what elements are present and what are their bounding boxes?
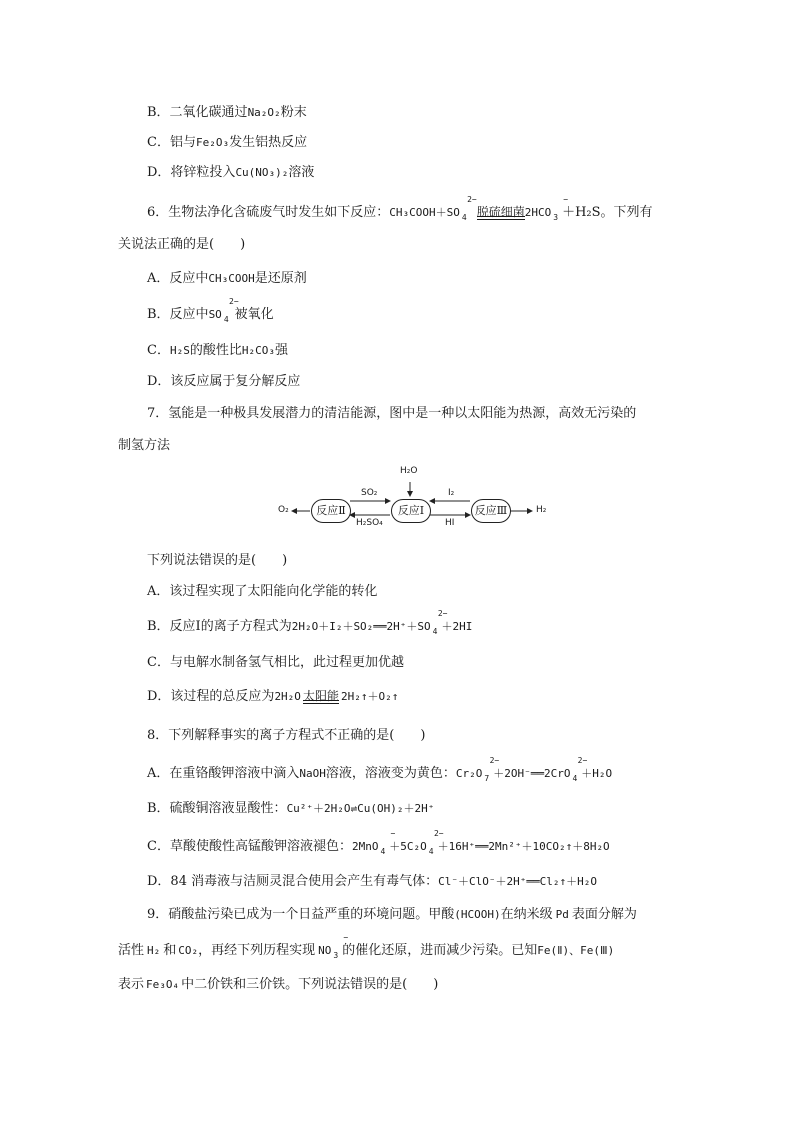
option-text: A．反应中 — [147, 271, 209, 286]
permanganate-subscript — [378, 829, 396, 861]
hydrogen-production-diagram — [270, 460, 570, 540]
q7-ask — [147, 552, 287, 570]
h2o-label: H₂O — [400, 466, 418, 476]
sulfate-subscript — [460, 195, 477, 227]
chem-equation: 2MnO — [351, 840, 379, 853]
ion-charge: 2− — [433, 829, 444, 838]
option-text: D．将锌粒投入 — [147, 165, 236, 180]
option-text: 溶液 — [288, 165, 315, 180]
option-text: C．铝与 — [147, 135, 196, 150]
chem-formula: Fe(Ⅱ)、Fe(Ⅲ) — [537, 944, 615, 957]
question-text: 硝酸盐污染已成为一个日益严重的环境问题。甲酸 — [168, 907, 455, 922]
q8-stem — [147, 727, 425, 745]
question-text: 下列解释事实的离子方程式不正确的是( ) — [168, 728, 426, 743]
chem-formula: NO — [318, 944, 332, 957]
question-text: 在纳米级 — [500, 907, 553, 922]
chem-equation: ＋H₂O — [581, 767, 613, 780]
oxalate-subscript — [427, 829, 444, 861]
option-text: C． — [147, 343, 170, 358]
question-text: ＋H₂S。下列有 — [562, 205, 653, 220]
option-text: B．硫酸铜溶液显酸性： — [147, 801, 287, 816]
chem-formula: SO — [208, 308, 222, 321]
chem-formula: Na₂O₂ — [247, 106, 281, 119]
question-text: 和 — [163, 943, 177, 958]
q5-option-d — [147, 164, 314, 182]
chem-equation: ＋16H⁺══2Mn²⁺＋10CO₂↑＋8H₂O — [437, 840, 610, 853]
ion-index: 4 — [380, 847, 386, 856]
ion-index: 3 — [333, 951, 339, 960]
chem-equation: ＋2OH⁻══2CrO — [493, 767, 571, 780]
chem-formula: CH₃COOH — [208, 272, 255, 285]
chem-formula: H₂CO₃ — [241, 344, 275, 357]
option-text: B．反应中 — [147, 307, 209, 322]
chem-equation: 2HCO — [524, 206, 552, 219]
q7-option-c — [147, 654, 404, 672]
ion-charge: − — [343, 933, 349, 942]
chem-formula: Fe₃O₄ — [146, 978, 180, 991]
condition-label: 脱硫细菌 — [476, 205, 525, 219]
ion-index: 4 — [572, 774, 578, 783]
ion-charge: 2− — [577, 756, 588, 765]
q6-option-c — [147, 342, 288, 360]
option-text: 粉末 — [280, 105, 307, 120]
q7-option-b — [147, 609, 473, 641]
ion-index: 4 — [432, 627, 438, 636]
option-text: A．该过程实现了太阳能向化学能的转化 — [147, 584, 378, 599]
ion-index: 7 — [484, 774, 490, 783]
option-text: D．该反应属于复分解反应 — [147, 374, 301, 389]
q7-stem-line2 — [118, 437, 170, 455]
chem-equation: 2H₂↑＋O₂↑ — [340, 690, 399, 703]
sulfate-subscript — [431, 609, 448, 641]
dichromate-subscript — [482, 756, 500, 788]
question-text: 关说法正确的是( ) — [118, 237, 246, 252]
q7-option-a — [147, 583, 377, 601]
chem-formula: (HCOOH) — [454, 908, 501, 921]
q9-stem-line2 — [118, 933, 615, 965]
chem-formula: H₂ — [147, 944, 161, 957]
nitrate-subscript — [331, 933, 349, 965]
reaction-1-node: 反应Ⅰ — [391, 499, 431, 523]
ion-index: 4 — [461, 213, 467, 222]
option-text: 是还原剂 — [254, 271, 307, 286]
q6-stem-line2 — [118, 236, 245, 254]
chem-formula: H₂S — [169, 344, 190, 357]
o2-label: O₂ — [278, 505, 289, 515]
q7-stem-line1 — [147, 405, 636, 423]
chem-equation: ＋2HI — [441, 620, 473, 633]
question-number: 6． — [147, 205, 169, 220]
option-text: 强 — [274, 343, 288, 358]
option-text: D．84 消毒液与洁厕灵混合使用会产生有毒气体： — [147, 874, 439, 889]
q8-option-b — [147, 800, 434, 818]
ion-index: 4 — [428, 847, 434, 856]
chem-formula: NaOH — [299, 767, 326, 780]
reaction-condition — [477, 206, 525, 220]
q6-option-b — [147, 297, 274, 329]
q5-option-b — [147, 104, 307, 122]
option-text: B．反应Ⅰ的离子方程式为 — [147, 619, 292, 634]
q6-option-d — [147, 373, 300, 391]
q8-option-c — [147, 829, 610, 861]
option-text: A．在重铬酸钾溶液中滴入 — [147, 766, 300, 781]
reaction-2-node: 反应Ⅱ — [311, 499, 351, 523]
option-text: 发生铝热反应 — [229, 135, 308, 150]
option-text: D．该过程的总反应为 — [147, 689, 275, 704]
question-number: 9． — [147, 907, 169, 922]
condition-label: 太阳能 — [302, 689, 339, 703]
chem-equation: Cl⁻＋ClO⁻＋2H⁺══Cl₂↑＋H₂O — [438, 875, 597, 888]
question-text: 的催化还原，进而减少污染。已知 — [342, 943, 538, 958]
q9-stem-line1 — [147, 906, 637, 924]
question-text: 制氢方法 — [118, 438, 171, 453]
ion-index: 3 — [553, 213, 559, 222]
h2so4-label: H₂SO₄ — [356, 518, 383, 528]
option-text: 溶液，溶液变为黄色： — [325, 766, 456, 781]
q5-option-c — [147, 134, 307, 152]
chem-formula: 2H₂O — [274, 690, 301, 703]
q9-stem-line3 — [118, 976, 438, 994]
question-number: 8． — [147, 728, 169, 743]
question-text: 活性 — [118, 943, 145, 958]
question-text: ，再经下列历程实现 — [198, 943, 316, 958]
chem-equation: Cr₂O — [455, 767, 483, 780]
hi-label: HI — [445, 518, 455, 528]
question-text: 生物法净化含硫废气时发生如下反应： — [168, 205, 390, 220]
i2-label: I₂ — [448, 488, 455, 498]
sulfate-subscript — [222, 297, 239, 329]
chem-equation: CH₃COOH＋SO — [389, 206, 460, 219]
option-text: C．草酸使酸性高锰酸钾溶液褪色： — [147, 839, 352, 854]
chromate-subscript — [570, 756, 588, 788]
question-number: 7． — [147, 406, 169, 421]
bicarbonate-subscript — [551, 195, 569, 227]
question-text: 中二价铁和三价铁。下列说法错误的是( ) — [181, 977, 439, 992]
question-text: 氢能是一种极具发展潜力的清洁能源，图中是一种以太阳能为热源，高效无污染的 — [168, 406, 637, 421]
ion-charge: 2− — [489, 756, 500, 765]
ion-charge: 2− — [437, 609, 448, 618]
ion-charge: 2− — [229, 297, 239, 306]
option-text: 的酸性比 — [189, 343, 242, 358]
chem-formula: Pd — [555, 908, 569, 921]
q8-option-a — [147, 756, 613, 788]
option-text: 被氧化 — [234, 307, 274, 322]
chem-formula: CO₂ — [178, 944, 199, 957]
reaction-condition — [303, 690, 339, 704]
q6-option-a — [147, 270, 307, 288]
so2-label: SO₂ — [361, 488, 378, 498]
chem-formula: Cu(NO₃)₂ — [235, 166, 289, 179]
q7-option-d — [147, 688, 398, 706]
question-text: 下列说法错误的是( ) — [147, 553, 288, 568]
q6-stem-line1 — [147, 195, 653, 227]
option-text: B．二氧化碳通过 — [147, 105, 248, 120]
chem-formula: Fe₂O₃ — [195, 136, 230, 149]
option-text: C．与电解水制备氢气相比，此过程更加优越 — [147, 655, 404, 670]
chem-equation: ＋5C₂O — [389, 840, 427, 853]
chem-equation: 2H₂O＋I₂＋SO₂══2H⁺＋SO — [291, 620, 431, 633]
reaction-3-node: 反应Ⅲ — [471, 499, 511, 523]
h2-label: H₂ — [536, 505, 547, 515]
ion-index: 4 — [223, 315, 229, 324]
ion-charge: − — [390, 829, 396, 838]
ion-charge: 2− — [467, 195, 477, 204]
question-text: 表面分解为 — [571, 907, 637, 922]
q8-option-d — [147, 873, 597, 891]
ion-charge: − — [563, 195, 569, 204]
question-text: 表示 — [118, 977, 145, 992]
chem-equation: Cu²⁺＋2H₂O⇌Cu(OH)₂＋2H⁺ — [286, 802, 435, 815]
